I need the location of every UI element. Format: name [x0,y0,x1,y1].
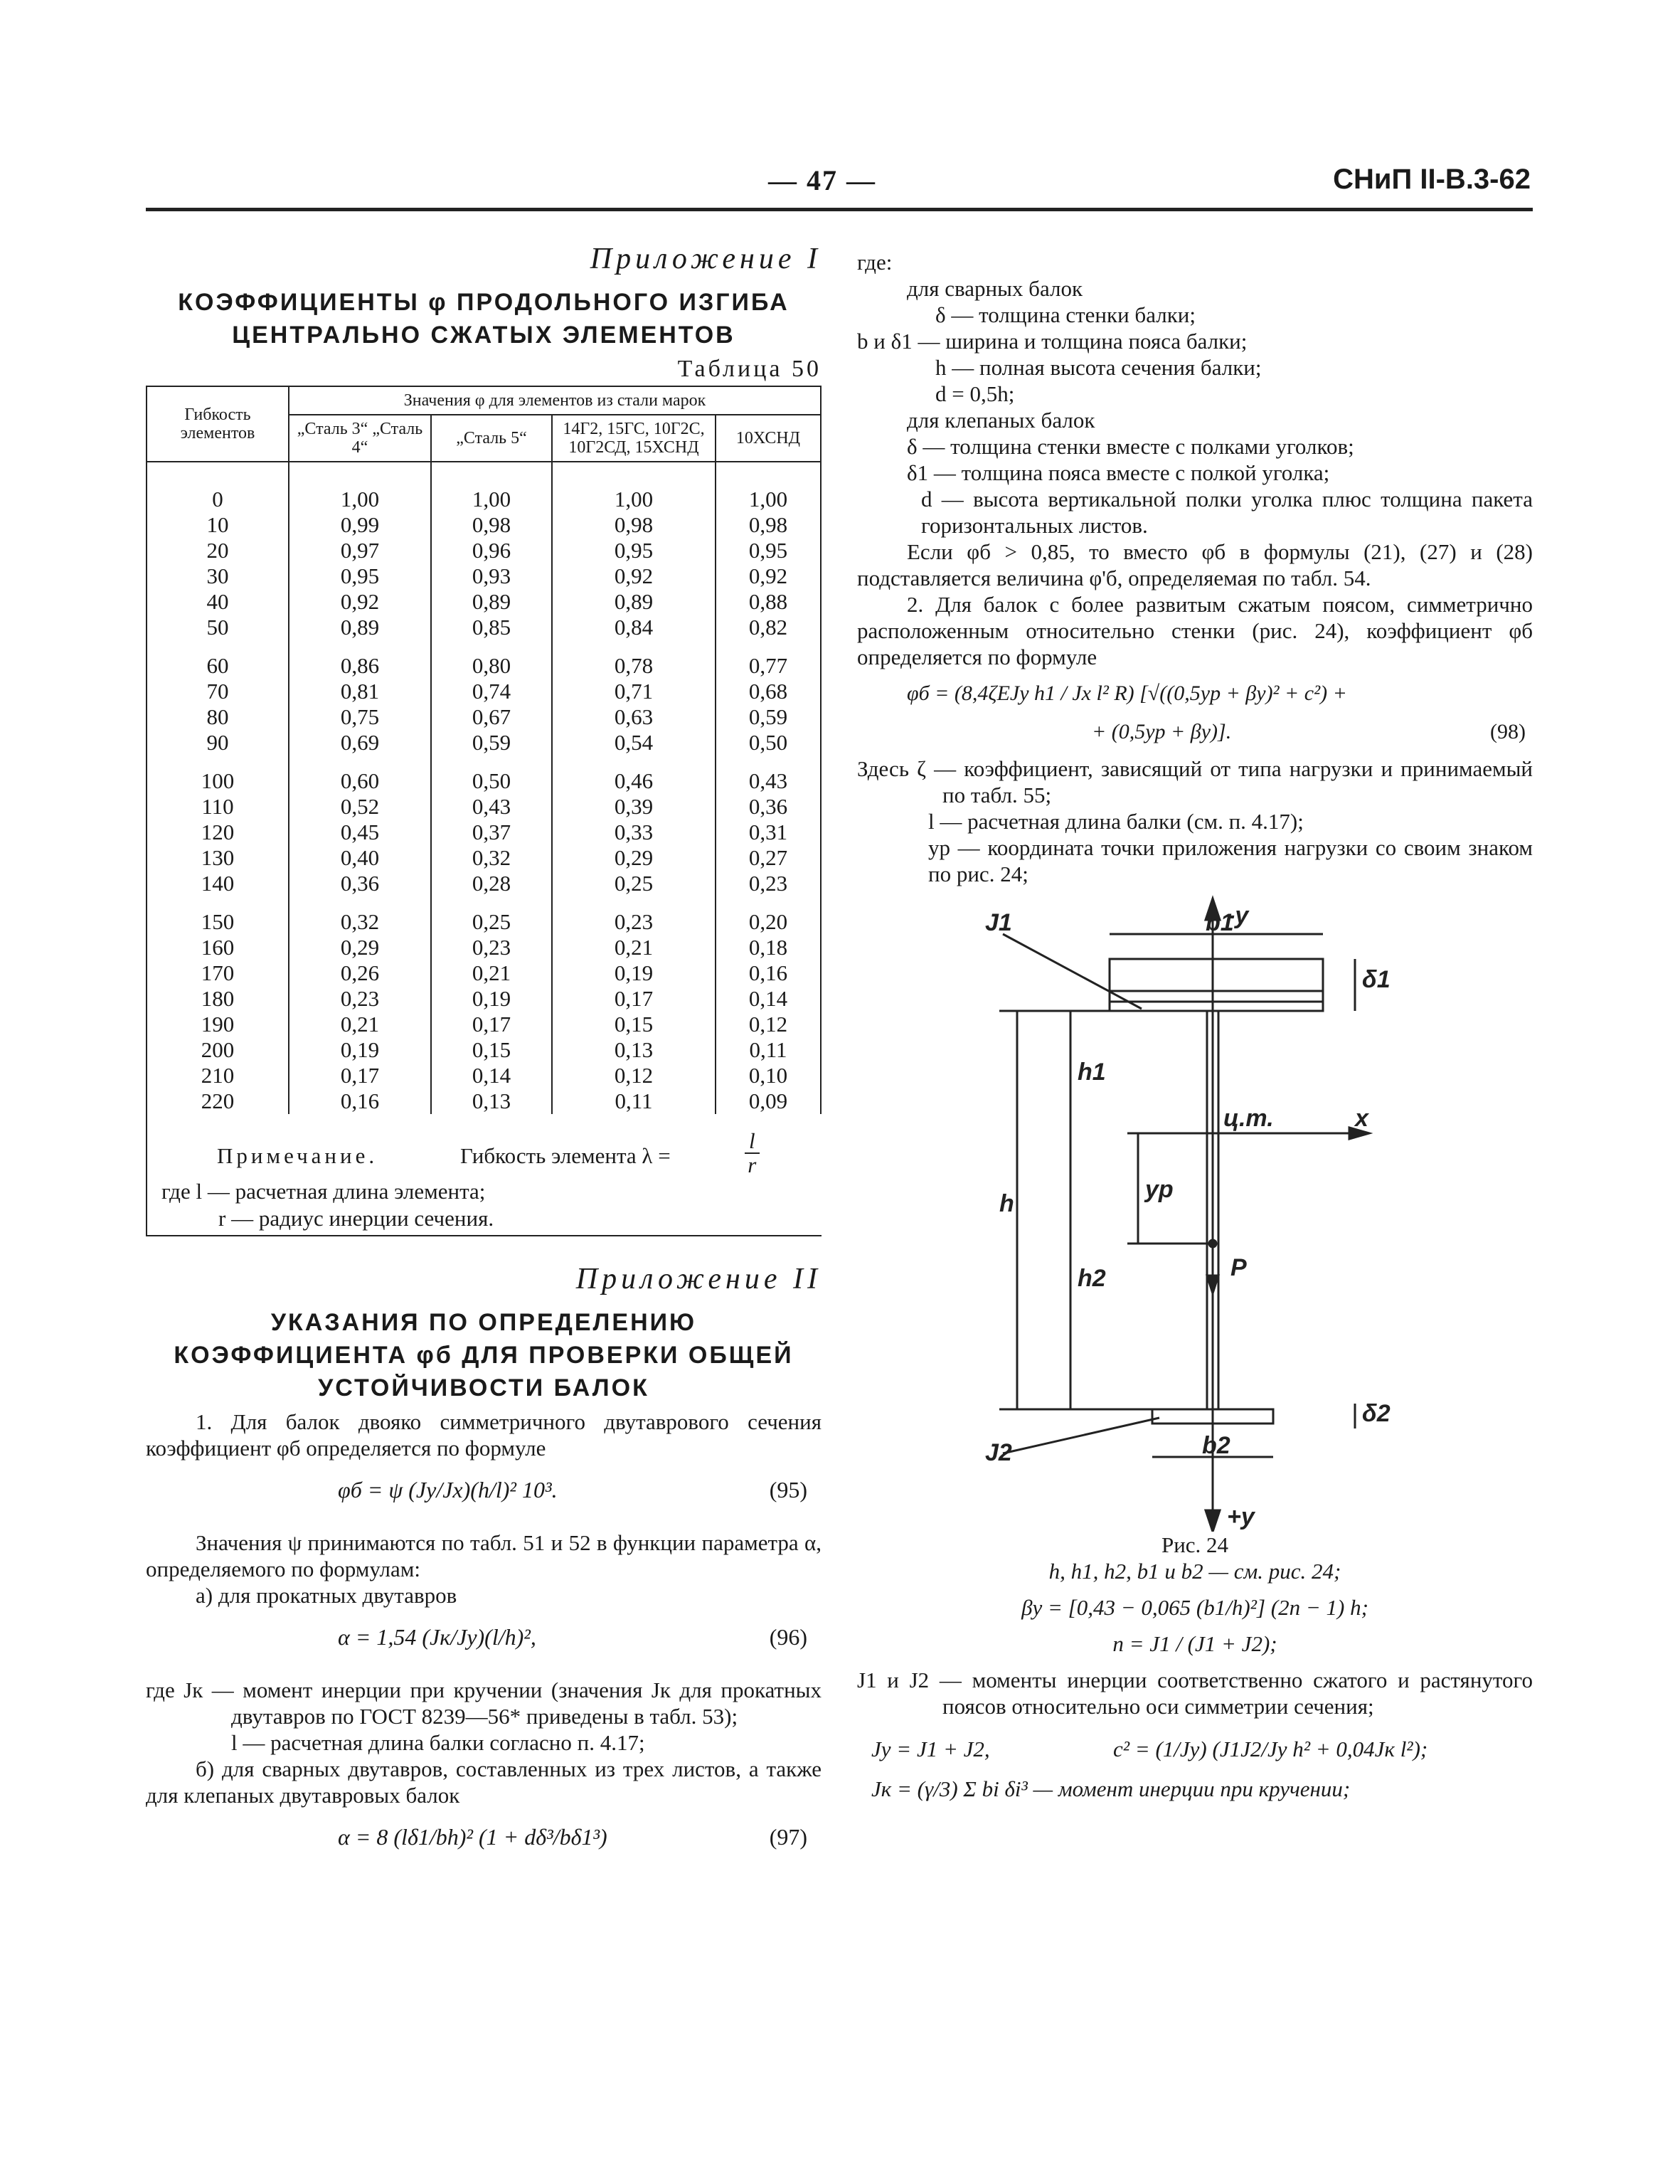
cell-phi: 0,19 [552,960,716,986]
formula-c2: c² = (1/Jy) (J1J2/Jy h² + 0,04Jк l²); [1113,1737,1428,1761]
leader-j2 [1003,1418,1159,1453]
cell-gibkost: 100 [147,756,289,794]
cell-phi: 0,14 [431,1063,552,1088]
cell-phi: 1,00 [716,462,821,512]
paragraph-if: Если φб > 0,85, то вместо φб в формулы (21), (27) и (28) подставляется величина φ'б, определяемая по табл. 54. [857,539,1533,590]
def-h: h — полная высота сечения балки; [935,355,1262,380]
cell-phi: 0,13 [552,1037,716,1063]
label-p: P [1230,1254,1247,1281]
table-row [147,986,821,1012]
cell-phi: 0,43 [716,756,821,794]
definition-jk: где Jк — момент инерции при кручении (значения Jк для прокатных двутавров по ГОСТ 8239—56* приведены в табл. 53); [146,1677,822,1729]
formula-beta: βy = [0,43 − 0,065 (b1/h)²] (2n − 1) h; [1021,1595,1368,1620]
cell-gibkost: 120 [147,820,289,845]
definition-l: l — расчетная длина балки согласно п. 4.17; [231,1730,645,1755]
cell-phi: 0,21 [289,1012,431,1037]
table-row [147,615,821,640]
cell-phi: 1,00 [552,462,716,512]
cell-phi: 0,36 [289,871,431,896]
cell-gibkost: 50 [147,615,289,640]
cell-gibkost: 210 [147,1063,289,1088]
label-h2: h2 [1078,1265,1106,1292]
cell-phi: 0,98 [716,512,821,538]
right-column [857,249,1533,1802]
cell-gibkost: 220 [147,1088,289,1114]
cell-phi: 0,89 [431,589,552,615]
formula-98-line2: + (0,5yp + βy)]. [1092,720,1232,743]
note-l-def: где l — расчетная длина элемента; [161,1179,486,1204]
paragraph-1: 1. Для балок двояко симметричного двутаврового сечения коэффициент φб определяется по формуле [146,1409,822,1461]
cell-phi: 0,16 [716,960,821,986]
formula-98 [857,670,1533,756]
formula-95-number: (95) [769,1477,807,1502]
col-10hsnd: 10ХСНД [716,415,821,462]
note-r-def: r — радиус инерции сечения. [218,1206,494,1231]
cell-phi: 0,95 [289,563,431,589]
cell-phi: 0,21 [552,935,716,960]
col-st3: „Сталь 3“ „Сталь 4“ [289,415,431,462]
cell-gibkost: 200 [147,1037,289,1063]
cell-phi: 0,37 [431,820,552,845]
cell-gibkost: 90 [147,730,289,756]
def-j1-j2: J1 и J2 — моменты инерции соответственно сжатого и растянутого поясов относительно оси симметрии сечения; [857,1668,1533,1719]
cell-phi: 0,98 [552,512,716,538]
cell-phi: 0,32 [431,845,552,871]
paragraph-2a: а) для прокатных двутавров [196,1583,457,1608]
label-b1: b1 [1206,909,1234,936]
cell-phi: 0,80 [431,640,552,679]
formula-jy: Jy = J1 + J2, [871,1737,990,1761]
formula-n: n = J1 / (J1 + J2); [1112,1631,1277,1656]
cell-phi: 0,20 [716,896,821,935]
cell-gibkost: 190 [147,1012,289,1037]
cell-gibkost: 60 [147,640,289,679]
cell-gibkost: 30 [147,563,289,589]
appendix-1-title-line1: КОЭФФИЦИЕНТЫ φ ПРОДОЛЬНОГО ИЗГИБА [178,289,790,316]
cell-phi: 0,97 [289,538,431,563]
cell-phi: 0,71 [552,679,716,704]
cell-phi: 0,85 [431,615,552,640]
label-b2: b2 [1202,1432,1230,1459]
cell-gibkost: 10 [147,512,289,538]
table-row [147,640,821,679]
table-row [147,960,821,986]
cell-phi: 0,11 [552,1088,716,1114]
riveted-heading: для клепаных балок [907,408,1095,433]
cell-phi: 0,92 [289,589,431,615]
formula-96 [146,1608,822,1677]
cell-phi: 0,63 [552,704,716,730]
table-row [147,871,821,896]
cell-phi: 0,26 [289,960,431,986]
appendix-1-title-line2: ЦЕНТРАЛЬНО СЖАТЫХ ЭЛЕМЕНТОВ [232,322,735,349]
cell-phi: 0,09 [716,1088,821,1114]
cell-phi: 0,67 [431,704,552,730]
appendix-2-title-line1: УКАЗАНИЯ ПО ОПРЕДЕЛЕНИЮ [270,1309,697,1336]
cell-gibkost: 150 [147,896,289,935]
def-d: d = 0,5h; [935,381,1015,406]
label-j1: J1 [985,909,1012,936]
formula-98-line1: φб = (8,4ζEJy h1 / Jx l² R) [√((0,5yp + βy)² + c²) + [907,682,1347,705]
table-row [147,935,821,960]
cell-phi: 0,15 [552,1012,716,1037]
appendix-2-title-line3: УСТОЙЧИВОСТИ БАЛОК [318,1374,649,1401]
formula-jk: Jк = (γ/3) Σ bi δi³ — момент инерции при кручении; [871,1776,1351,1801]
cell-phi: 0,89 [289,615,431,640]
formula-95-body: φб = ψ (Jy/Jx)(h/l)² 10³. [338,1477,558,1502]
cell-phi: 0,29 [289,935,431,960]
cell-gibkost: 180 [147,986,289,1012]
label-center: ц.т. [1223,1105,1274,1132]
table-row [147,1063,821,1088]
table-row [147,794,821,820]
label-yp: yp [1145,1176,1174,1203]
table-row [147,896,821,935]
cell-phi: 0,43 [431,794,552,820]
cell-phi: 0,17 [552,986,716,1012]
cell-phi: 0,11 [716,1037,821,1063]
def-d-riveted: d — высота вертикальной полки уголка плюс толщина пакета горизонтальных листов. [921,487,1533,538]
cell-gibkost: 0 [147,462,289,512]
cell-phi: 0,17 [289,1063,431,1088]
label-x: x [1355,1105,1368,1132]
table-row [147,704,821,730]
table-row [147,538,821,563]
cell-phi: 0,23 [552,896,716,935]
cell-phi: 0,78 [552,640,716,679]
left-column [146,242,822,1877]
cell-phi: 0,23 [431,935,552,960]
label-j2: J2 [985,1439,1012,1466]
after-figure-text: h, h1, h2, b1 и b2 — см. рис. 24; [1048,1559,1341,1584]
formula-98-number: (98) [1490,720,1526,743]
table-row [147,730,821,756]
table-note [146,1114,822,1236]
table-row [147,1037,821,1063]
formula-97 [146,1808,822,1877]
cell-phi: 0,69 [289,730,431,756]
table-row [147,679,821,704]
table-row [147,756,821,794]
appendix-1-label: Приложение I [590,243,822,275]
cell-phi: 0,23 [716,871,821,896]
cell-phi: 0,12 [552,1063,716,1088]
cell-phi: 1,00 [289,462,431,512]
table-row [147,589,821,615]
label-plus-y: +y [1227,1503,1255,1530]
cell-gibkost: 20 [147,538,289,563]
cell-gibkost: 70 [147,679,289,704]
note-frac-den: r [748,1152,757,1177]
cell-phi: 0,99 [289,512,431,538]
note-text: Гибкость элемента λ = [460,1143,671,1168]
cell-phi: 0,88 [716,589,821,615]
cell-phi: 0,31 [716,820,821,845]
page-number: — 47 — [768,164,876,196]
cell-phi: 0,29 [552,845,716,871]
table-row [147,845,821,871]
cell-gibkost: 140 [147,871,289,896]
cell-gibkost: 170 [147,960,289,986]
def-yp: yp — координата точки приложения нагрузки со своим знаком по рис. 24; [928,835,1533,886]
load-arrow-icon [1207,1276,1218,1293]
formula-95 [146,1461,822,1530]
paragraph-2: Значения ψ принимаются по табл. 51 и 52 в функции параметра α, определяемого по формулам: [146,1530,822,1581]
cell-phi: 1,00 [431,462,552,512]
group-header: Значения φ для элементов из стали марок [289,386,821,415]
header-rule [146,208,1533,211]
cell-phi: 0,16 [289,1088,431,1114]
label-h: h [999,1190,1014,1217]
paragraph-2-right: 2. Для балок с более развитым сжатым поясом, симметрично расположенным относительно стенки (рис. 24), коэффициент φб определяется по формуле [857,592,1533,669]
cell-phi: 0,68 [716,679,821,704]
label-minus-y: -y [1227,902,1249,929]
cell-phi: 0,25 [431,896,552,935]
formula-96-body: α = 1,54 (Jк/Jy)(l/h)², [338,1624,536,1650]
cell-phi: 0,52 [289,794,431,820]
cell-phi: 0,82 [716,615,821,640]
cell-phi: 0,77 [716,640,821,679]
cell-phi: 0,86 [289,640,431,679]
formula-97-number: (97) [769,1824,807,1850]
table-row [147,820,821,845]
top-flange [1110,959,1323,1002]
cell-phi: 0,46 [552,756,716,794]
cell-phi: 0,33 [552,820,716,845]
table-row [147,462,821,512]
load-point [1209,1240,1216,1247]
cell-phi: 0,25 [552,871,716,896]
cell-phi: 0,27 [716,845,821,871]
cell-phi: 0,98 [431,512,552,538]
cell-gibkost: 110 [147,794,289,820]
cell-phi: 0,10 [716,1063,821,1088]
welded-heading: для сварных балок [907,276,1083,301]
formula-96-number: (96) [769,1624,807,1650]
leader-j1 [1003,934,1142,1009]
label-delta1: δ1 [1362,966,1391,993]
gde-label: где: [857,250,893,275]
appendix-2-label: Приложение II [575,1263,822,1295]
cell-phi: 0,60 [289,756,431,794]
cell-phi: 0,89 [552,589,716,615]
cell-phi: 0,13 [431,1088,552,1114]
cell-phi: 0,36 [716,794,821,820]
table-row [147,563,821,589]
def-delta1-riveted: δ1 — толщина пояса вместе с полкой уголка; [907,460,1330,485]
figure-24 [857,891,1533,1532]
cell-phi: 0,19 [431,986,552,1012]
cell-phi: 0,15 [431,1037,552,1063]
cell-phi: 0,21 [431,960,552,986]
cell-phi: 0,81 [289,679,431,704]
col-gibkost: Гибкость элементов [147,386,289,462]
def-delta-riveted: δ — толщина стенки вместе с полками уголков; [907,434,1354,459]
phi-table [146,386,822,1114]
def-l-right: l — расчетная длина балки (см. п. 4.17); [928,809,1304,834]
table-row [147,1088,821,1114]
cell-phi: 0,39 [552,794,716,820]
col-st5: „Сталь 5“ [431,415,552,462]
cell-phi: 0,95 [716,538,821,563]
label-delta2: δ2 [1362,1400,1391,1427]
cell-gibkost: 130 [147,845,289,871]
table-row [147,1012,821,1037]
col-14g2: 14Г2, 15ГС, 10Г2С, 10Г2СД, 15ХСНД [552,415,716,462]
cell-phi: 0,28 [431,871,552,896]
cell-gibkost: 40 [147,589,289,615]
cell-phi: 0,59 [716,704,821,730]
cell-phi: 0,12 [716,1012,821,1037]
cell-gibkost: 160 [147,935,289,960]
formula-jy-c2 [857,1719,1533,1776]
cell-phi: 0,96 [431,538,552,563]
cell-phi: 0,74 [431,679,552,704]
def-b-delta1: b и δ1 — ширина и толщина пояса балки; [857,329,1248,354]
cell-phi: 0,93 [431,563,552,589]
document-code: СНиП II-В.3-62 [1333,164,1531,195]
def-delta: δ — толщина стенки балки; [935,302,1196,327]
cell-phi: 0,23 [289,986,431,1012]
cell-gibkost: 80 [147,704,289,730]
note-frac-num: l [745,1130,760,1154]
table-row [147,512,821,538]
figure-caption: Рис. 24 [1161,1532,1229,1557]
cell-phi: 0,50 [431,756,552,794]
def-zeta: Здесь ζ — коэффициент, зависящий от типа нагрузки и принимаемый по табл. 55; [857,756,1533,807]
cell-phi: 0,50 [716,730,821,756]
table-label: Таблица 50 [677,356,822,382]
label-h1: h1 [1078,1059,1106,1086]
cell-phi: 0,92 [716,563,821,589]
note-fraction [745,1130,760,1177]
appendix-1-title [146,286,822,351]
cell-phi: 0,95 [552,538,716,563]
cell-phi: 0,40 [289,845,431,871]
cell-phi: 0,59 [431,730,552,756]
arrow-down-icon [1206,1510,1220,1532]
paragraph-3: б) для сварных двутавров, составленных из трех листов, а также для клепаных двутавровых балок [146,1756,822,1808]
cell-phi: 0,45 [289,820,431,845]
note-label: Примечание. [217,1143,378,1168]
cell-phi: 0,18 [716,935,821,960]
formula-97-body: α = 8 (lδ1/bh)² (1 + dδ³/bδ1³) [338,1824,607,1850]
cell-phi: 0,32 [289,896,431,935]
appendix-2-title [146,1306,822,1404]
cell-phi: 0,84 [552,615,716,640]
cell-phi: 0,92 [552,563,716,589]
cell-phi: 0,75 [289,704,431,730]
cell-phi: 0,19 [289,1037,431,1063]
cell-phi: 0,17 [431,1012,552,1037]
cell-phi: 0,54 [552,730,716,756]
appendix-2-title-line2: КОЭФФИЦИЕНТА φб ДЛЯ ПРОВЕРКИ ОБЩЕЙ [174,1342,794,1369]
cell-phi: 0,14 [716,986,821,1012]
